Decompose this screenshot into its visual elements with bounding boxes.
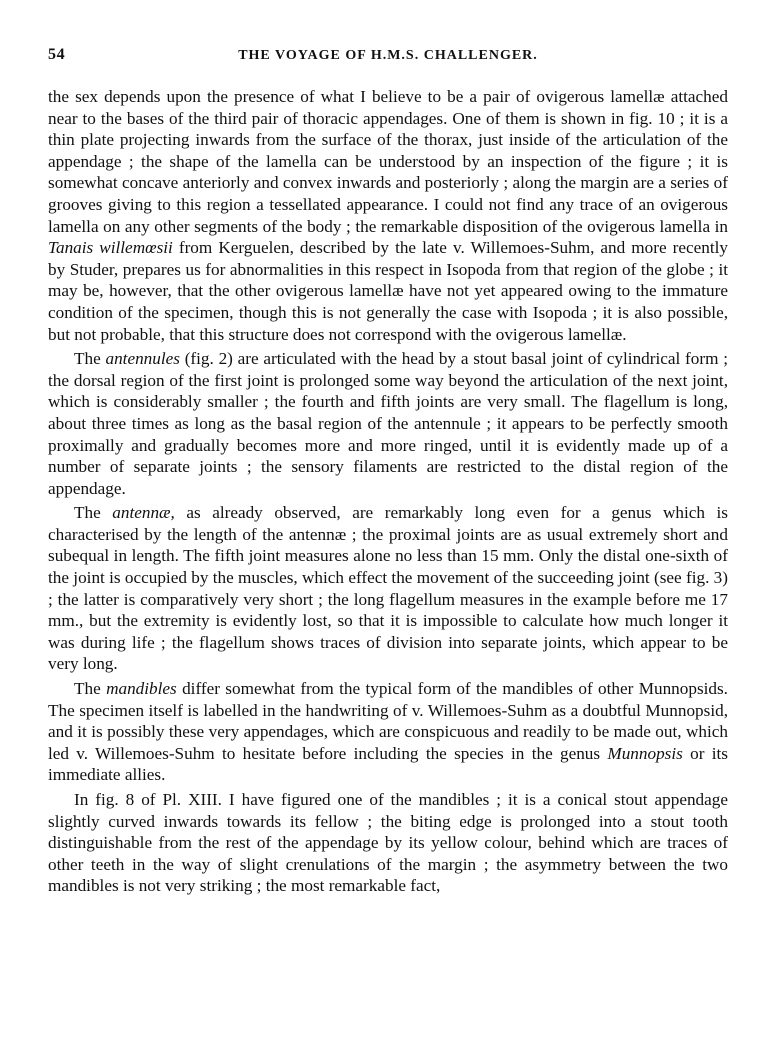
genus-name-italic: Munnopsis — [607, 743, 683, 763]
term-italic: antennæ, — [112, 503, 175, 523]
text-run: the sex depends upon the presence of what I believe to be a pair of ovigerous lamellæ attached near to the bases of the third pair of thoracic appendages. One of them is shown in fig. 10 ; it is a thin plate projecting inwards from the surface of the thorax, just inside of the articulation of the appendage ; the shape of the lamella can be understood by an inspection of the figure ; it is somewhat concave anteriorly and convex inwards and posteriorly ; along the margin are a series of grooves giving to this region a tessellated appearance. I could not find any trace of an ovigerous lamella on any other segments of the body ; the remarkable disposition of the ovigerous lamella in — [48, 87, 728, 236]
page-number: 54 — [48, 46, 66, 63]
running-title: THE VOYAGE OF H.M.S. CHALLENGER. — [238, 48, 538, 63]
text-run: from Kerguelen, described by the late v. Willemoes-Suhm, and more recently by Studer, prepares us for abnormalities in this respect in Isopoda from that region of the globe ; it may be, however, that the other ovigerous lamellæ have not yet appeared owing to the immature condition of the specimen, though this is not generally the case with Isopoda ; it is also possible, but not probable, that this structure does not correspond with the ovigerous lamellæ. — [48, 238, 728, 344]
text-run: as already observed, are remarkably long even for a genus which is characterised by the length of the antennæ ; the proximal joints are as usual extremely short and subequal in length. The fifth joint measures alone no less than 15 mm. Only the distal one-sixth of the joint is occupied by the muscles, which effect the movement of the succeeding joint (see fig. 3) ; the latter is comparatively very short ; the long flagellum measures in the example before me 17 mm., but the extremity is evidently lost, so that it is impossible to calculate how much longer it was during life ; the flagellum shows traces of division into separate joints, which appear to be very long. — [48, 503, 728, 674]
text-run: or its immediate allies. — [48, 743, 728, 785]
body-text — [48, 86, 728, 900]
text-run: In fig. 8 of Pl. XIII. I have figured one of the mandibles ; it is a conical stout appendage slightly curved inwards towards its fellow ; the biting edge is prolonged into a stout tooth distinguishable from the rest of the appendage by its yellow colour, behind which are traces of other teeth in the way of slight crenulations of the margin ; the asymmetry between the two mandibles is not very striking ; the most remarkable fact, — [48, 790, 728, 896]
text-run: The — [74, 349, 106, 369]
taxon-name-italic: Tanais willemœsii — [48, 238, 173, 258]
paragraph-mandibles — [48, 678, 728, 786]
paragraph-ovigerous-lamellae — [48, 86, 728, 345]
text-run: differ somewhat from the typical form of the mandibles of other Munnopsids. The specimen itself is labelled in the handwriting of v. Willemoes-Suhm as a doubtful Munnopsid, and it is possibly these very appendages, which are conspicuous and readily to be made out, which led v. Willemoes-Suhm to hesitate before including the species in the genus — [48, 679, 728, 763]
text-run: The — [74, 679, 107, 699]
text-run: (fig. 2) are articulated with the head by a stout basal joint of cylindrical form ; the dorsal region of the first joint is prolonged some way beyond the articulation of the next joint, which is considerably smaller ; the fourth and fifth joints are very small. The flagellum is long, about three times as long as the basal region of the antennule ; it appears to be perfectly smooth proximally and gradually becomes more and more ringed, until it is evidently made up of a number of separate joints ; the sensory filaments are restricted to the distal region of the appendage. — [48, 349, 728, 498]
paragraph-antennae — [48, 502, 728, 675]
text-run: The — [74, 503, 113, 523]
term-italic: mandibles — [106, 679, 177, 699]
paragraph-antennules — [48, 348, 728, 499]
page-header — [48, 44, 728, 72]
paragraph-mandible-figure — [48, 789, 728, 897]
term-italic: antennules — [105, 349, 180, 369]
